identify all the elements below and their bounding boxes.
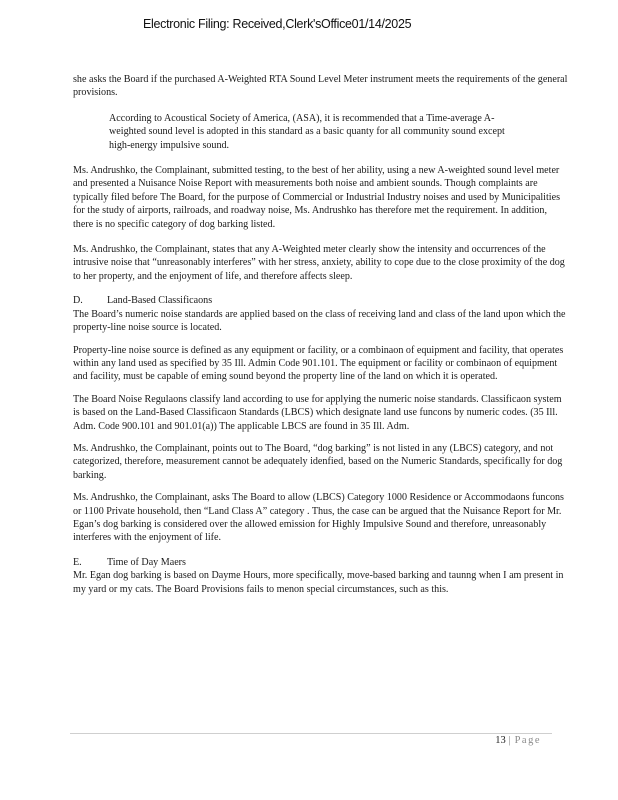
page-number: 13: [495, 735, 506, 746]
electronic-filing-stamp: Electronic Filing: Received,Clerk'sOffice01/14/2025: [143, 17, 412, 31]
paragraph-daytime-barking: Mr. Egan dog barking is based on Dayme Hours, more specifically, move-based barking and taunng when I am present in my yard or my cats. The Board Provisions fails to menon special circumstances, such as this.: [73, 570, 564, 595]
paragraph-dog-barking-lbcs: Ms. Andrushko, the Complainant, points out to The Board, “dog barking” is not listed in any (LBCS) category, and not categorized, therefore, measurement cannot be adequately idenfied, based on the Numeric Standards, specifically for dog barking.: [73, 442, 563, 481]
paragraph-meter-question: she asks the Board if the purchased A-Weighted RTA Sound Level Meter instrument meets the requirements of the general provisions.: [73, 74, 568, 99]
page-label: Page: [514, 735, 541, 746]
paragraph-numeric-standards: The Board’s numeric noise standards are applied based on the class of receiving land and class of the land upon which the property-line noise source is located.: [73, 308, 566, 334]
paragraph-noise-source: Property-line noise source is defined as any equipment or facility, or a combinaon of equipment and facility, that operates within any land used as specified by 35 Ill. Admin Code 901.101. The equipment or facility or combinaon of equipment and facility, must be capable of eming sound beyond the property line of the land on which it is operated.: [73, 344, 564, 383]
section-title-d: Land-Based Classificaons: [107, 295, 213, 307]
section-title-e: Time of Day Maers: [107, 556, 186, 568]
section-heading-e: [73, 556, 568, 569]
footer-separator: |: [508, 735, 512, 746]
page-footer: [495, 735, 541, 746]
paragraph-category-request: Ms. Andrushko, the Complainant, asks The Board to allow (LBCS) Category 1000 Residence or Accommodaons funcons or 1100 Private household, then “Land Class A” category . Thus, the case can be argued that the Nuisance Report for Mr. Egan’s dog barking is considered over the allowed emission for Highly Impulsive Sound and therefore, unreasonably interferes with the enjoyment of life.: [73, 492, 564, 544]
paragraph-regulations: The Board Noise Regulaons classify land according to use for applying the numeric noise standards. Classificaon system is based on the Land-Based Classificaon Standards (LBCS) which designate land use funcons by numeric codes. (35 Ill. Adm. Code 900.101 and 901.01(a)) The applicable LBCS are found in 35 Ill. Adm.: [73, 393, 562, 432]
document-body: [73, 73, 568, 596]
footer-divider: [70, 733, 552, 734]
section-letter-e: E.: [73, 556, 82, 568]
block-quote-asa: According to Acoustical Society of America, (ASA), it is recommended that a Time-average A-weighted sound level is adopted in this standard as a basic quanty for all community sound except high-energy impulsive sound.: [109, 112, 505, 151]
section-heading-d: [73, 294, 568, 307]
section-letter-d: D.: [73, 295, 83, 307]
paragraph-testing: Ms. Andrushko, the Complainant, submitted testing, to the best of her ability, using a new A-weighted sound level meter and presented a Nuisance Noise Report with measurements both noise and ambient sounds. Though complaints are typically filed before The Board, for the purpose of Commercial or Industrial Industry noises and used by Municipalities for the study of airports, railroads, and roadway noise, Ms. Andrushko has therefore met the requirement. In addition, there is no specific category of dog barking listed.: [73, 165, 560, 230]
paragraph-a-weighted: Ms. Andrushko, the Complainant, states that any A-Weighted meter clearly show the intensity and occurrences of the intrusive noise that “unreasonably interferes” with her stress, anxiety, ability to cope due to the close proximity of the dog to her property, and the enjoyment of life, and therefore affects sleep.: [73, 244, 565, 282]
